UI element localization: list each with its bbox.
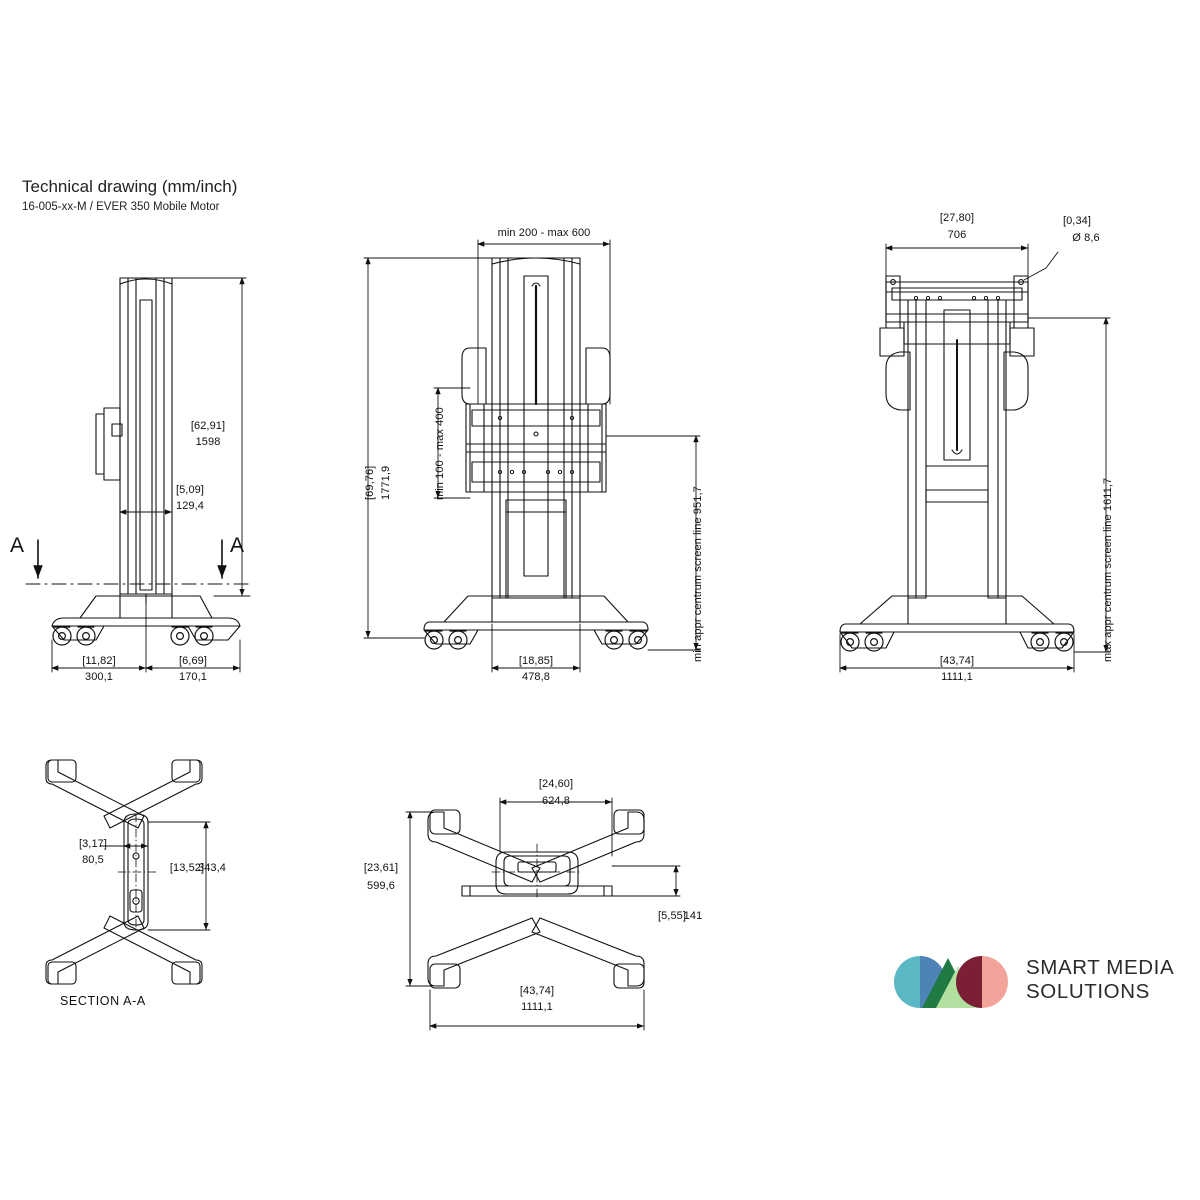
dim-side-height-mm: 1598 bbox=[195, 436, 221, 448]
dim-rear-top-width-inch: [27,80] bbox=[939, 212, 975, 224]
dim-rear-base-width-mm: 1111,1 bbox=[941, 671, 973, 683]
dim-plan-inner-mm: 624,8 bbox=[541, 795, 571, 807]
rear-elevation-geometry bbox=[840, 276, 1074, 651]
dim-rear-hole-diameter: Ø 8,6 bbox=[1072, 232, 1100, 244]
dim-front-vesa-height: min 100 - max 400 bbox=[434, 407, 446, 500]
dim-front-width-inch: [18,85] bbox=[518, 655, 554, 667]
smart-media-mark-icon bbox=[892, 952, 1010, 1008]
dim-side-base-front-mm: 300,1 bbox=[84, 671, 114, 683]
dim-plan-offset-inch: [5,55] bbox=[657, 910, 687, 922]
dim-side-depth-inch: [5,09] bbox=[175, 484, 205, 496]
dim-side-base-front-inch: [11,82] bbox=[82, 655, 116, 667]
section-marker-right: A bbox=[230, 534, 245, 557]
front-elevation-dimensions bbox=[364, 240, 700, 672]
dim-section-width-inch: [3,17] bbox=[78, 838, 108, 850]
brand-name-line1: SMART MEDIA bbox=[1026, 956, 1175, 980]
brand-name bbox=[1026, 956, 1174, 1003]
side-elevation-geometry bbox=[26, 278, 248, 645]
dim-rear-screenline-max: max appr centrum screen line 1611,7 bbox=[1102, 477, 1114, 662]
page-title: Technical drawing (mm/inch) bbox=[22, 177, 238, 196]
section-aa-label: SECTION A-A bbox=[60, 994, 146, 1008]
dim-front-vesa-width: min 200 - max 600 bbox=[497, 227, 591, 239]
side-elevation-dimensions bbox=[38, 278, 250, 672]
section-marker-left: A bbox=[10, 534, 25, 557]
dim-section-width-mm: 80,5 bbox=[82, 854, 104, 866]
front-elevation-geometry bbox=[424, 258, 648, 649]
dim-front-screenline-min: min appr centrum screen line 951,7 bbox=[692, 486, 704, 662]
dim-side-depth-mm: 129,4 bbox=[175, 500, 205, 512]
dim-plan-depth-mm: 599,6 bbox=[366, 880, 396, 892]
dim-plan-inner-inch: [24,60] bbox=[538, 778, 574, 790]
rear-elevation-dimensions bbox=[840, 244, 1110, 672]
dim-rear-base-width-inch: [43,74] bbox=[939, 655, 975, 667]
dim-section-depth-inch: [13,52] bbox=[169, 862, 205, 874]
dim-plan-width-mm: 1111,1 bbox=[521, 1001, 553, 1013]
dim-rear-hole-inch: [0,34] bbox=[1062, 215, 1092, 227]
dim-section-depth-mm: 343,4 bbox=[197, 862, 227, 874]
page-subtitle: 16-005-xx-M / EVER 350 Mobile Motor bbox=[22, 201, 220, 214]
dim-plan-width-inch: [43,74] bbox=[519, 985, 555, 997]
dim-plan-offset-mm: 141 bbox=[683, 910, 703, 922]
brand-name-line2: SOLUTIONS bbox=[1026, 980, 1150, 1003]
dim-rear-top-width-mm: 706 bbox=[947, 229, 967, 241]
dim-side-base-rear-inch: [6,69] bbox=[178, 655, 208, 667]
dim-plan-depth-inch: [23,61] bbox=[363, 862, 399, 874]
dim-front-total-height-inch: [69,76] bbox=[364, 465, 376, 500]
dim-side-height-inch: [62,91] bbox=[190, 420, 226, 432]
dim-front-total-height-mm: 1771,9 bbox=[380, 465, 392, 500]
brand-logo bbox=[892, 952, 1174, 1008]
dim-side-base-rear-mm: 170,1 bbox=[178, 671, 208, 683]
dim-front-width-mm: 478,8 bbox=[521, 671, 551, 683]
section-aa-dimensions bbox=[100, 822, 210, 930]
